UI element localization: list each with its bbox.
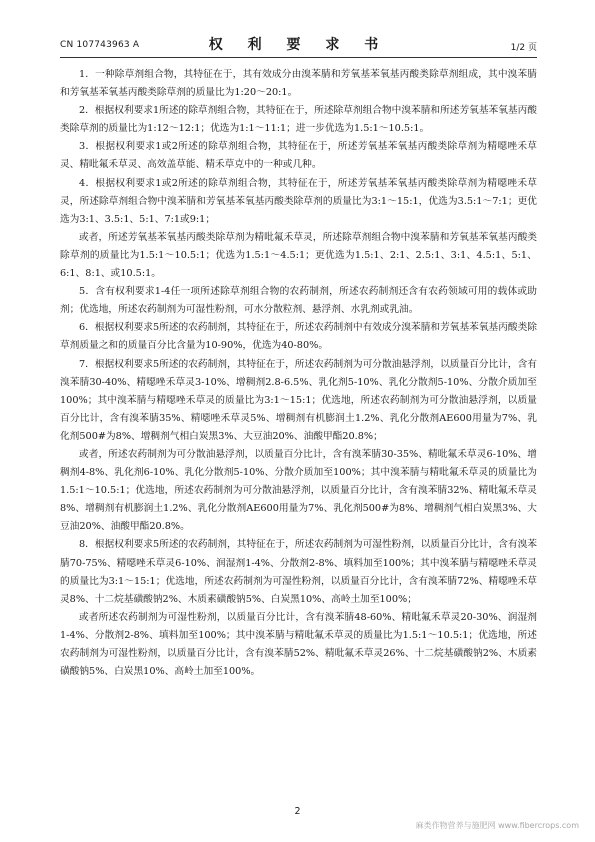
claim-6: 6．根据权利要求5所述的农药制剂，其特征在于，所述农药制剂中有效成分溴苯腈和芳氧基苯氧基丙酸类除草剂质量之和的质量百分比含量为10-90%，优选为40-80%。 [60, 322, 537, 352]
claim-4-alternative: 或者，所述芳氧基苯氧基丙酸类除草剂为精吡氟禾草灵，所述除草剂组合物中溴苯腈和芳氧基苯氧基丙酸类除草剂的质量比为1.5:1～10.5:1；优选为1.5:1～4.5:1；更优选为1.5:1、2:1、2.5:1、3:1、4.5:1、5:1、6:1、8:1、或10.5:1。 [60, 231, 537, 280]
watermark-site-name: 麻类作物营养与施肥网 [415, 821, 496, 830]
claim-8-alternative: 或者所述农药制剂为可湿性粉剂，以质量百分比计，含有溴苯腈48-60%、精吡氟禾草灵20-30%、润湿剂1-4%、分散剂2-8%、填料加至100%；其中溴苯腈与精吡氟禾草灵的质量比为1.5:1～10.5:1；优选地，所述农药制剂为可湿性粉剂，以质量百分比计，含有溴苯腈52%、精吡氟禾草灵26%、十二烷基磺酸钠2%、木质素磺酸钠5%、白炭黑10%、高岭土加至100%。 [60, 611, 537, 678]
claim-1: 1．一种除草剂组合物，其特征在于，其有效成分由溴苯腈和芳氧基苯氧基丙酸类除草剂组成，其中溴苯腈和芳氧基苯氧基丙酸类除草剂的质量比为1:20～20:1。 [60, 69, 537, 99]
document-title: 权 利 要 求 书 [208, 37, 389, 53]
page-header [60, 34, 537, 54]
claim-5: 5．含有权利要求1-4任一项所述除草剂组合物的农药制剂，所述农药制剂还含有农药领域可用的载体或助剂；优选地，所述农药制剂为可湿性粉剂，可水分散粒剂、悬浮剂、水乳剂或乳油。 [60, 286, 537, 316]
claim-3: 3．根据权利要求1或2所述的除草剂组合物，其特征在于，所述芳氧基苯氧基丙酸类除草剂为精噁唑禾草灵、精吡氟禾草灵、高效盖草能、精禾草克中的一种或几种。 [60, 141, 537, 171]
claim-8: 8．根据权利要求5所述的农药制剂，其特征在于，所述农药制剂为可湿性粉剂，以质量百分比计，含有溴苯腈70-75%、精噁唑禾草灵6-10%、润湿剂1-4%、分散剂2-8%、填料加至100%；其中溴苯腈与精噁唑禾草灵的质量比为3:1～15:1；优选地，所述农药制剂为可湿性粉剂，以质量百分比计，含有溴苯腈72%、精噁唑禾草灵8%、十二烷基磺酸钠2%、木质素磺酸钠5%、白炭黑10%、高岭土加至100%； [60, 539, 537, 605]
claim-2: 2．根据权利要求1所述的除草剂组合物，其特征在于，所述除草剂组合物中溴苯腈和所述芳氧基苯氧基丙酸类除草剂的质量比为1:12～12:1；优选为1:1～11:1；进一步优选为1.5:1～10.5:1。 [60, 105, 537, 135]
watermark [416, 821, 579, 831]
claim-7: 7．根据权利要求5所述的农药制剂，其特征在于，所述农药制剂为可分散油悬浮剂，以质量百分比计，含有溴苯腈30-40%、精噁唑禾草灵3-10%、增稠剂2.8-6.5%、乳化剂5-10%、乳化分散剂5-10%、分散介质加至100%；其中溴苯腈与精噁唑禾草灵的质量比为3:1～15:1；优选地，所述农药制剂为可分散油悬浮剂，以质量百分比计，含有溴苯腈35%、精噁唑禾草灵5%、增稠剂有机膨润土1.2%、乳化分散剂AE600用量为7%、乳化剂500#为8%、增稠剂气相白炭黑3%、大豆油20%、油酸甲酯20.8%； [60, 358, 537, 442]
watermark-url: www.fibercrops.com [498, 821, 579, 830]
claim-4: 4．根据权利要求1或2所述的除草剂组合物，其特征在于，所述芳氧基苯氧基丙酸类除草剂为精噁唑禾草灵，所述除草剂组合物中溴苯腈和芳氧基苯氧基丙酸类除草剂的质量比为3:1～15:1，优选为3.5:1～7:1；更优选为3:1、3.5:1、5:1、7:1或9:1； [60, 177, 537, 225]
page-info: 1/2 页 [510, 43, 537, 53]
claims-body [60, 66, 537, 681]
claim-7-alternative: 或者，所述农药制剂为可分散油悬浮剂，以质量百分比计，含有溴苯腈30-35%、精吡氟禾草灵6-10%、增稠剂4-8%、乳化剂6-10%、乳化分散剂5-10%、分散介质加至100%；其中溴苯腈与精吡氟禾草灵的质量比为1.5:1～10.5:1；优选地，所述农药制剂为可分散油悬浮剂，以质量百分比计，含有溴苯腈32%、精吡氟禾草灵8%、增稠剂有机膨润土1.2%、乳化分散剂AE600用量为7%、乳化剂500#为8%、增稠剂气相白炭黑3%、大豆油20%、油酸甲酯20.8%。 [60, 448, 537, 533]
page-number: 2 [294, 806, 301, 817]
publication-number: CN 107743963 A [60, 40, 140, 50]
header-rule [60, 57, 537, 58]
